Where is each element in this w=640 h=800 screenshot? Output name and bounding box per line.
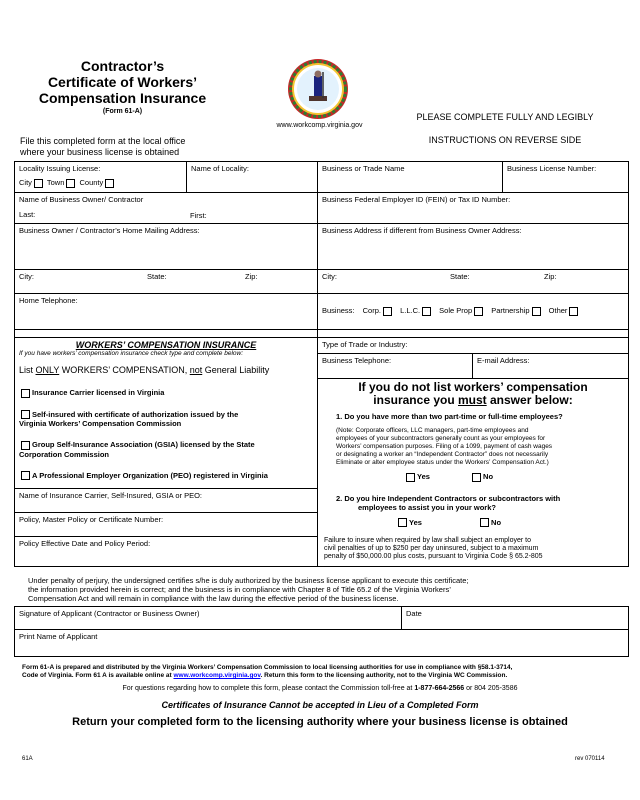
first-label: First: [190, 211, 207, 220]
header-url[interactable]: www.workcomp.virginia.gov [276, 122, 363, 129]
policy-number-label: Policy, Master Policy or Certificate Number: [19, 515, 164, 524]
business-type-field [317, 293, 628, 329]
locality-issuing-label: Locality Issuing License: [19, 164, 101, 173]
business-license-number-field[interactable] [502, 161, 628, 192]
county-label: County [79, 178, 104, 187]
business-telephone-label: Business Telephone: [322, 356, 392, 365]
owner-name-label: Name of Business Owner/ Contractor [19, 195, 144, 204]
instructions-note: INSTRUCTIONS ON REVERSE SIDE [428, 135, 582, 145]
city-label: City [19, 178, 32, 187]
home-telephone-field[interactable] [14, 293, 317, 329]
no-insurance-section [317, 378, 628, 566]
trade-type-field[interactable] [317, 337, 628, 353]
spacer-row-left [14, 329, 317, 337]
owner-mailing-label: Business Owner / Contractor’s Home Mailing Address: [19, 226, 200, 235]
q1-yes-checkbox[interactable] [406, 473, 415, 482]
owner-city-label: City: [19, 272, 34, 281]
gsia-checkbox[interactable] [21, 441, 30, 450]
footer-line-2-post: . Return this form to the licensing authority, not to the Virginia WC Commission. [260, 672, 508, 679]
perjury-line-1: Under penalty of perjury, the undersigned certifies s/he is duly authorized by the business license applicant to execute this certificate; [28, 576, 469, 585]
footer-line-2-pre: Code of Virginia. Form 61 A is available online at [22, 672, 174, 679]
question-2 [336, 494, 622, 512]
owner-name-field[interactable] [14, 192, 317, 223]
list-only-note [19, 365, 313, 375]
list-only-only: ONLY [35, 365, 60, 375]
insurance-carrier-label: Insurance Carrier licensed in Virginia [32, 388, 165, 397]
note-line-4: or designating a worker an “Independent Contractor” does not necessarily [336, 451, 549, 458]
footer-legal [22, 664, 622, 680]
q2-no-label: No [491, 517, 502, 527]
option-peo[interactable] [19, 471, 313, 481]
form-number: (Form 61-A) [102, 108, 143, 115]
email-label: E-mail Address: [477, 356, 530, 365]
trade-type-label: Type of Trade or Industry: [322, 340, 408, 349]
file-location-note [20, 136, 250, 158]
main-form [14, 161, 629, 567]
business-city-state-zip[interactable] [317, 269, 628, 293]
q2-line-1: 2. Do you hire Independent Contractors or subcontractors with [336, 493, 561, 503]
peo-label: A Professional Employer Organization (PEO) registered in Virginia [32, 470, 268, 480]
title-line-2: Certificate of Workers’ [47, 74, 198, 90]
perjury-line-2: the information provided herein is correct; and the business is in compliance with Chapter 8 of Title 65.2 of the Virginia Workers’ [28, 585, 451, 594]
heading-post: answer below: [486, 393, 573, 407]
no-insurance-heading-1: If you do not list workers’ compensation [358, 380, 588, 394]
heading-must: must [458, 393, 487, 407]
footer-line-1: Form 61-A is prepared and distributed by the Virginia Workers’ Compensation Commission to local licensing authorities for use in compliance with §58.1-3714, [22, 664, 513, 671]
form-title [20, 58, 225, 106]
list-only-post: General Liability [202, 365, 270, 375]
workers-comp-title: WORKERS’ COMPENSATION INSURANCE [75, 340, 257, 350]
signature-block [14, 606, 629, 657]
sole-prop-label: Sole Prop [439, 306, 473, 315]
county-checkbox[interactable] [105, 179, 114, 188]
perjury-line-3: Compensation Act and will remain in compliance with the law during the effective period of the business license. [28, 594, 399, 603]
policy-number-field[interactable] [14, 512, 317, 536]
option-insurance-carrier[interactable] [19, 388, 313, 398]
business-license-number-label: Business License Number: [507, 164, 597, 173]
owner-state-label: State: [147, 272, 167, 281]
option-self-insured[interactable] [19, 410, 313, 429]
owner-zip-label: Zip: [245, 272, 258, 281]
gsia-label-1: Group Self-Insurance Association (GSIA) licensed by the State [32, 440, 255, 450]
business-telephone-field[interactable] [317, 353, 472, 378]
title-line-3: Compensation Insurance [38, 90, 207, 106]
other-label: Other [548, 306, 568, 315]
print-name-field[interactable] [14, 629, 628, 656]
email-field[interactable] [472, 353, 628, 378]
q2-line-2: employees to assist you in your work? [358, 502, 496, 512]
fein-field[interactable] [317, 192, 628, 223]
business-state-label: State: [450, 272, 470, 281]
fein-label: Business Federal Employer ID (FEIN) or Tax ID Number: [322, 195, 511, 204]
q2-answer [396, 518, 622, 528]
failure-line-3: penalty of $50,000.00 plus costs, pursuant to Virginia Code § 65.2-805 [324, 553, 543, 561]
question-1: 1. Do you have more than two part-time or full-time employees? [336, 412, 563, 421]
workers-comp-section [14, 337, 317, 488]
perjury-statement [28, 576, 618, 603]
footer-line-2 [22, 672, 622, 680]
questions-contact [20, 685, 620, 692]
return-notice: Return your completed form to the licensing authority where your business license is obtained [72, 716, 568, 728]
name-of-locality-label: Name of Locality: [191, 164, 249, 173]
questions-post: or 804 205-3586 [464, 685, 518, 692]
home-telephone-label: Home Telephone: [19, 296, 78, 305]
option-gsia[interactable] [19, 440, 313, 459]
sole-prop-checkbox[interactable] [474, 307, 483, 316]
list-only-pre: List [19, 365, 36, 375]
carrier-name-field[interactable] [14, 488, 317, 512]
list-only-not: not [189, 365, 203, 375]
business-trade-name-field[interactable] [317, 161, 502, 192]
partnership-checkbox[interactable] [532, 307, 541, 316]
date-field[interactable] [401, 606, 628, 629]
policy-dates-field[interactable] [14, 536, 317, 566]
file-line-2: where your business license is obtained [20, 147, 180, 157]
self-insured-checkbox[interactable] [21, 410, 30, 419]
heading-pre: insurance you [373, 393, 458, 407]
failure-penalty-note [324, 537, 622, 561]
note-line-2: employees of your subcontractors generally count as your employees for [336, 435, 546, 442]
owner-mailing-address-field[interactable] [14, 223, 317, 269]
business-type-label: Business: [322, 306, 355, 315]
failure-line-1: Failure to insure when required by law shall subject an employer to [324, 537, 531, 545]
file-line-1: File this completed form at the local office [20, 136, 186, 146]
locality-issuing-field[interactable] [14, 161, 186, 192]
please-complete: PLEASE COMPLETE FULLY AND LEGIBLY [416, 112, 594, 122]
note-line-5: Eliminate or alter employee status under the Workers’ Compensation Act.) [336, 459, 549, 466]
name-of-locality-field[interactable] [186, 161, 317, 192]
list-only-mid: WORKERS’ COMPENSATION, [59, 365, 190, 375]
q2-yes-checkbox[interactable] [398, 518, 407, 527]
llc-checkbox[interactable] [422, 307, 431, 316]
note-line-3: Workers’ compensation purposes. Filing of a 1099, payment of cash wages [336, 443, 553, 450]
llc-label: L.L.C. [400, 306, 421, 315]
partnership-label: Partnership [491, 306, 530, 315]
business-address-label: Business Address if different from Business Owner Address: [322, 226, 522, 235]
self-insured-label-2: Virginia Workers’ Compensation Commission [19, 419, 182, 429]
q2-yes-label: Yes [409, 517, 422, 527]
last-label: Last: [19, 210, 36, 219]
self-insured-label-1: Self-insured with certificate of authorization issued by the [32, 409, 239, 419]
q2-no-checkbox[interactable] [480, 518, 489, 527]
virginia-seal-icon [287, 58, 349, 120]
peo-checkbox[interactable] [21, 471, 30, 480]
q1-yes-label: Yes [417, 472, 430, 481]
q1-no-label: No [483, 472, 494, 481]
questions-pre: For questions regarding how to complete this form, please contact the Commission toll-free at [122, 685, 415, 692]
q1-answer [404, 472, 622, 482]
q1-no-checkbox[interactable] [472, 473, 481, 482]
town-label: Town [46, 178, 65, 187]
employee-note [336, 427, 622, 467]
other-checkbox[interactable] [569, 307, 578, 316]
no-insurance-heading-2 [324, 394, 622, 407]
gsia-label-2: Corporation Commission [19, 449, 110, 459]
town-checkbox[interactable] [66, 179, 75, 188]
note-line-1: (Note: Corporate officers, LLC managers, part-time employees and [336, 427, 529, 434]
form-id: 61A [22, 756, 33, 762]
title-line-1: Contractor’s [80, 58, 165, 74]
carrier-name-label: Name of Insurance Carrier, Self-Insured, GSIA or PEO: [19, 491, 202, 500]
city-checkbox[interactable] [34, 179, 43, 188]
locality-type-options [19, 178, 182, 188]
workers-comp-subtitle: If you have workers’ compensation insurance check type and complete below: [19, 350, 244, 357]
revision: rev 070114 [575, 756, 605, 762]
footer-website-link[interactable]: www.workcomp.virginia.gov [173, 672, 261, 679]
signature-field[interactable] [14, 606, 401, 629]
print-name-label: Print Name of Applicant [19, 632, 98, 641]
business-trade-name-label: Business or Trade Name [322, 164, 405, 173]
no-insurance-heading [324, 381, 622, 407]
corp-checkbox[interactable] [383, 307, 392, 316]
policy-dates-label: Policy Effective Date and Policy Period: [19, 539, 151, 548]
spacer-row-right [317, 329, 628, 337]
business-zip-label: Zip: [544, 272, 557, 281]
date-label: Date [406, 609, 422, 618]
signature-label: Signature of Applicant (Contractor or Business Owner) [19, 609, 200, 618]
business-address-field[interactable] [317, 223, 628, 269]
certificates-notice: Certificates of Insurance Cannot be accepted in Lieu of a Completed Form [161, 700, 479, 710]
questions-phone: 1-877-664-2566 [414, 685, 465, 692]
failure-line-2: civil penalties of up to $250 per day uninsured, subject to a maximum [324, 545, 539, 553]
corp-label: Corp. [362, 306, 381, 315]
business-city-label: City: [322, 272, 337, 281]
insurance-carrier-checkbox[interactable] [21, 389, 30, 398]
owner-city-state-zip[interactable] [14, 269, 317, 293]
